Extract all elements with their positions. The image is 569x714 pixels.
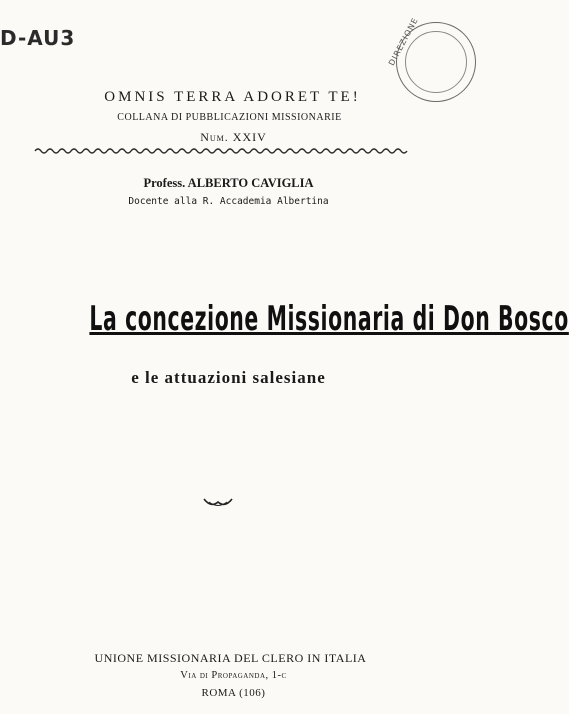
series-collection: COLLANA DI PUBBLICAZIONI MISSIONARIE <box>117 112 342 123</box>
series-number: Num. XXIV <box>200 130 267 144</box>
stamp-text: DIREZIONE <box>387 15 420 68</box>
author-name: Profess. ALBERTO CAVIGLIA <box>143 176 314 190</box>
series-motto: OMNIS TERRA ADORET TE! <box>104 89 361 105</box>
wavy-rule <box>35 145 407 157</box>
stamp-inner-ring <box>405 31 467 93</box>
publisher-address: Via di Propaganda, 1-c <box>180 670 287 681</box>
author-role: Docente alla R. Accademia Albertina <box>128 196 329 207</box>
archive-code: D-AU3 <box>0 26 76 50</box>
book-title: La concezione Missionaria di Don Bosco <box>89 299 569 339</box>
book-subtitle: e le attuazioni salesiane <box>131 368 326 387</box>
ornament-swash <box>203 496 233 510</box>
publisher-city: ROMA (106) <box>201 687 266 699</box>
publisher: UNIONE MISSIONARIA DEL CLERO IN ITALIA <box>94 651 367 665</box>
